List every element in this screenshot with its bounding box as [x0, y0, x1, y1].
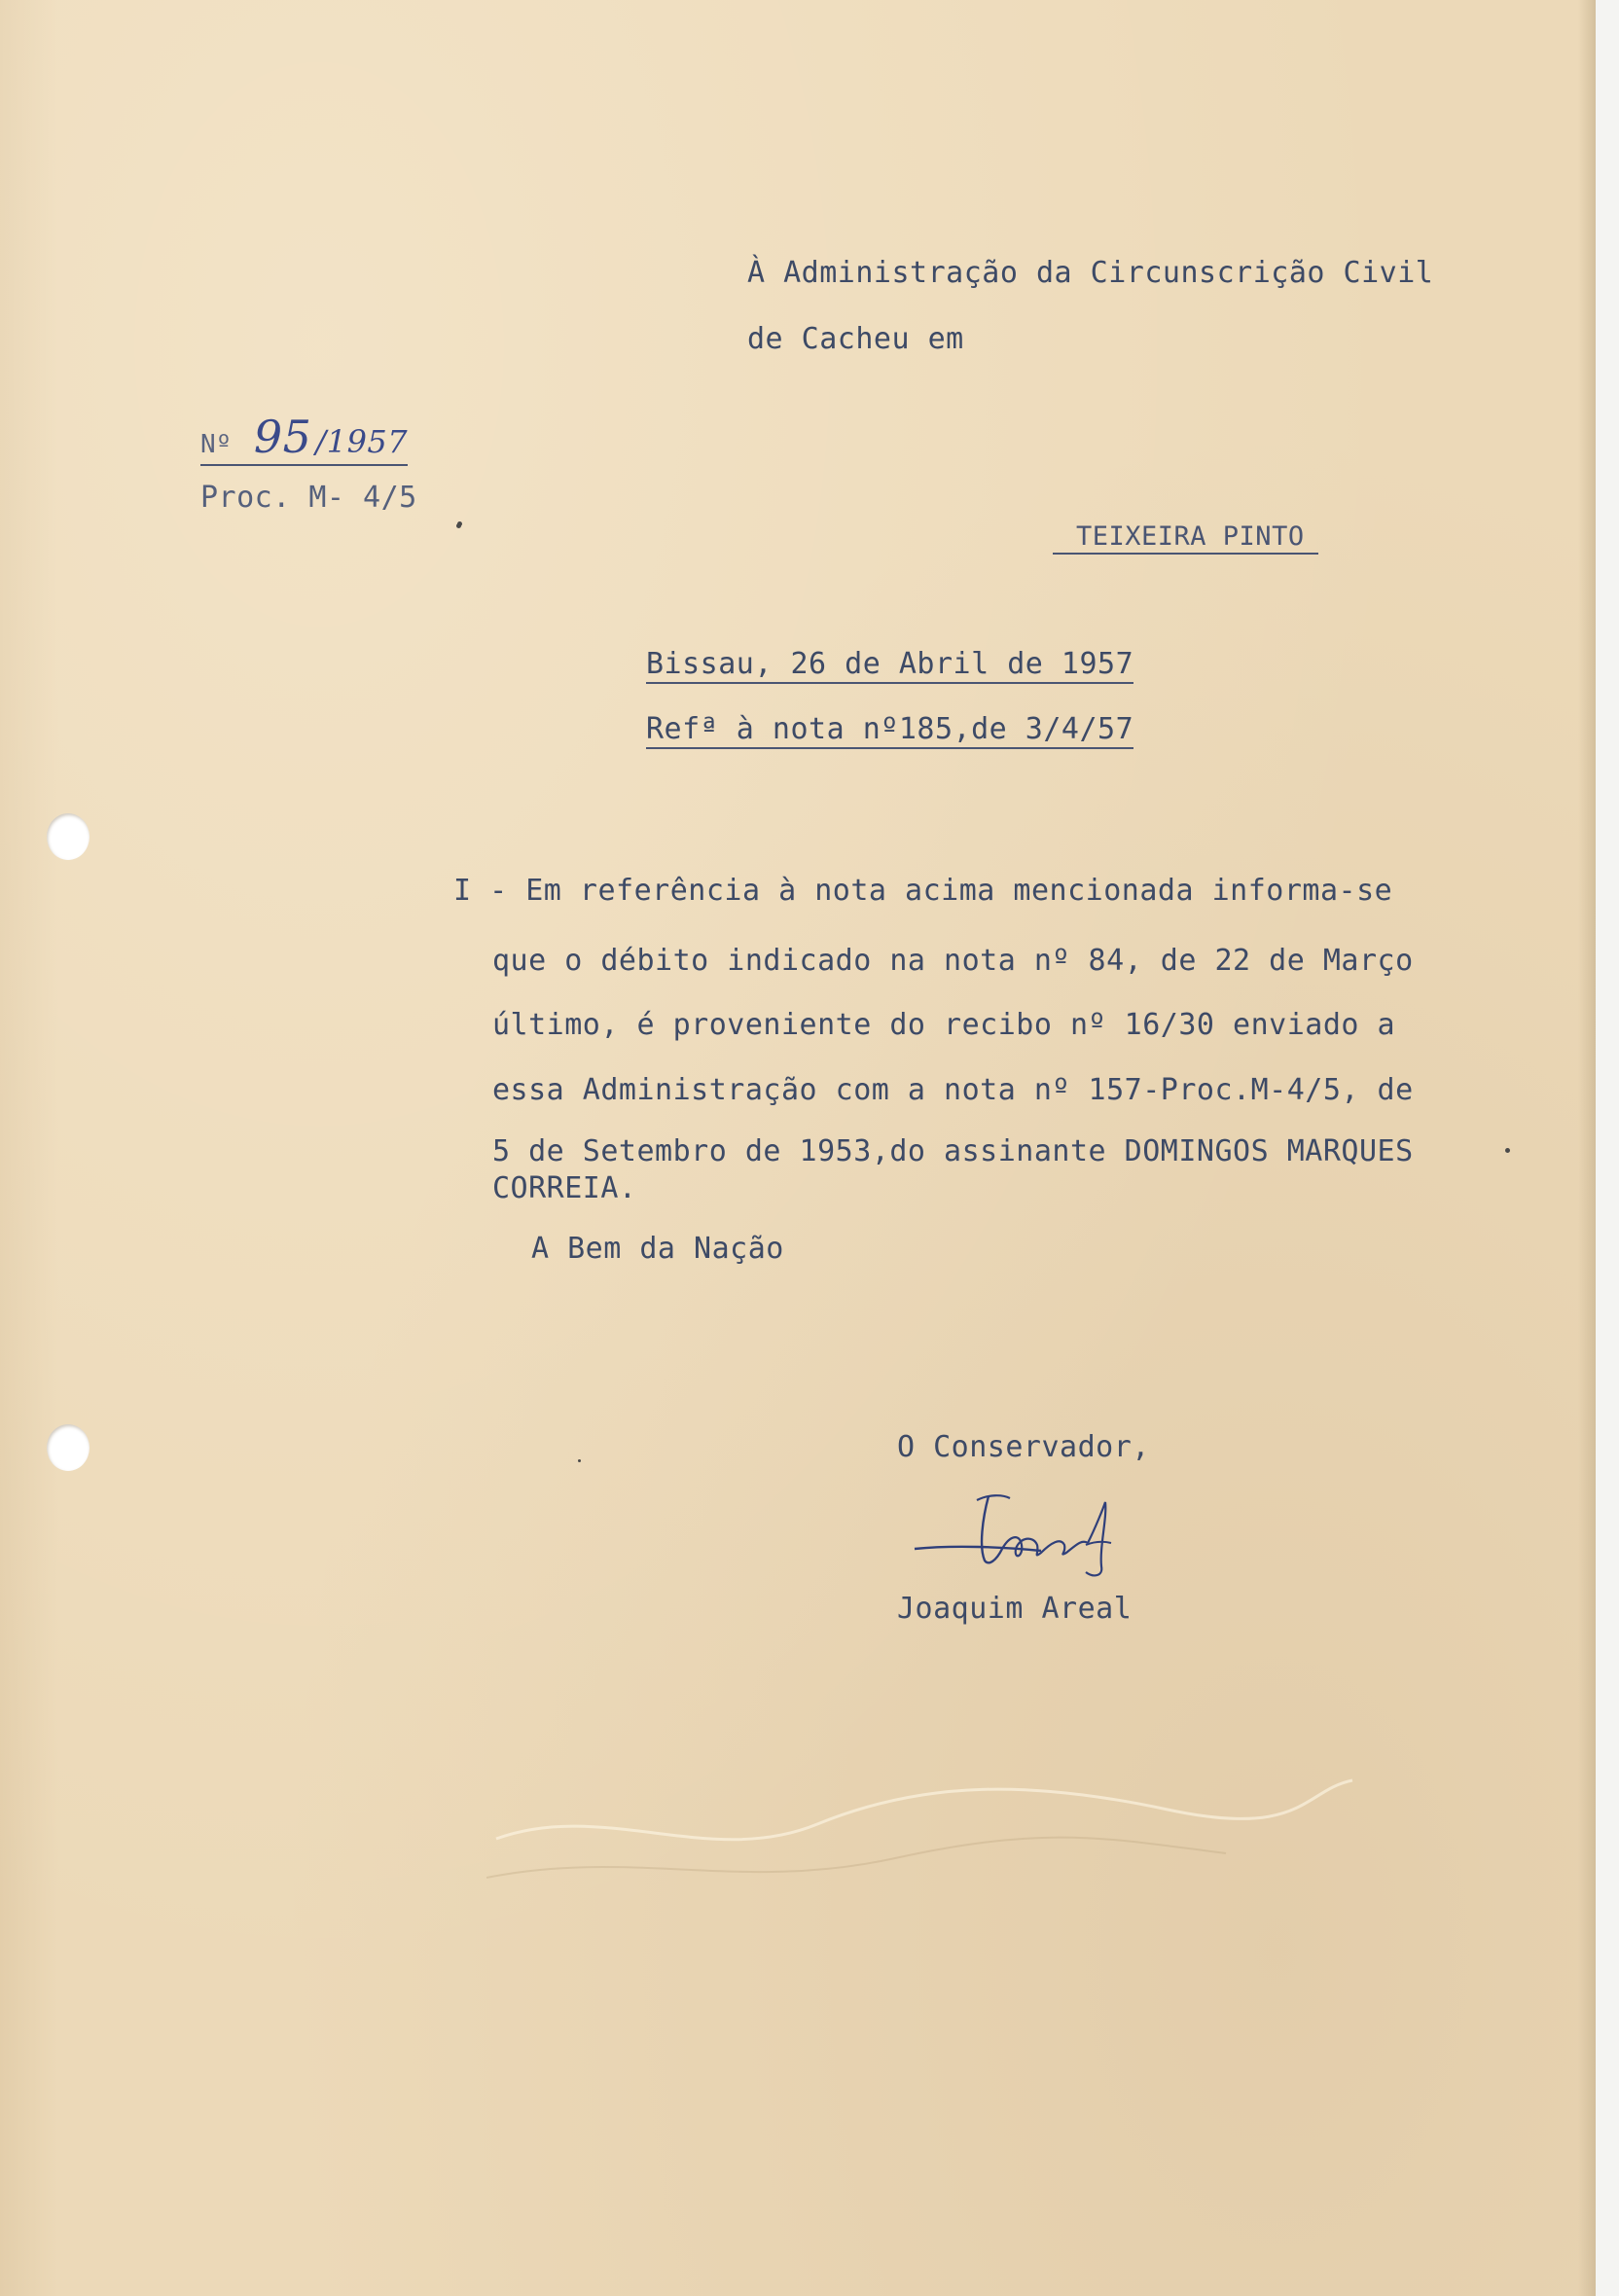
body-line-3: último, é proveniente do recibo nº 16/30 enviado a — [492, 1008, 1396, 1042]
paper-crease — [486, 1722, 1362, 1897]
speck — [578, 1459, 581, 1462]
speck — [456, 523, 461, 528]
body-line-1: I - Em referência à nota acima mencionada informa-se — [453, 874, 1393, 908]
body-line-4: essa Administração com a nota nº 157-Proc.M-4/5, de — [492, 1073, 1414, 1107]
reference-number — [200, 411, 408, 466]
body-line-2: que o débito indicado na nota nº 84, de 22 de Março — [492, 944, 1414, 978]
recipient-place: TEIXEIRA PINTO — [1053, 521, 1318, 555]
punch-hole-top — [47, 813, 90, 860]
speck — [1505, 1148, 1510, 1153]
body-line-5: 5 de Setembro de 1953,do assinante DOMINGOS MARQUES — [492, 1134, 1414, 1168]
process-number: Proc. M- 4/5 — [200, 481, 417, 515]
number-year: /1957 — [315, 423, 409, 460]
recipient-line-1: À Administração da Circunscrição Civil — [747, 256, 1434, 290]
number-handwritten: 95 — [253, 411, 312, 463]
recipient-line-2: de Cacheu em — [747, 322, 964, 356]
closing-phrase: A Bem da Nação — [531, 1232, 784, 1266]
scan-background-strip — [1596, 0, 1619, 2296]
ref-line: Refª à nota nº185,de 3/4/57 — [646, 712, 1133, 749]
body-line-6: CORREIA. — [492, 1171, 637, 1205]
number-prefix: Nº — [200, 430, 233, 459]
signatory-title: O Conservador, — [897, 1430, 1150, 1464]
signatory-name: Joaquim Areal — [897, 1592, 1133, 1626]
date-line: Bissau, 26 de Abril de 1957 — [646, 647, 1133, 684]
handwritten-signature — [895, 1489, 1187, 1596]
punch-hole-bottom — [47, 1424, 90, 1471]
paper-edge — [1578, 0, 1596, 2296]
